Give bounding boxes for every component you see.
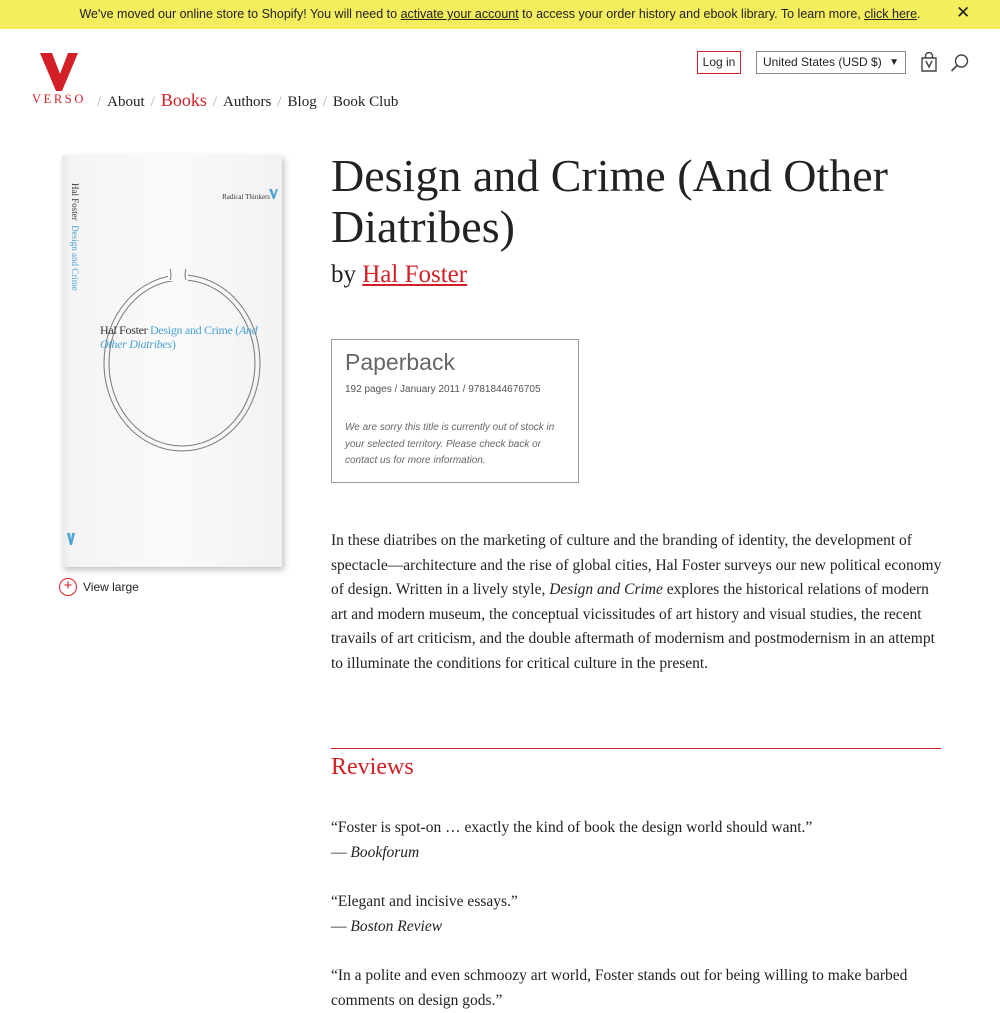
plus-circle-icon[interactable]: + [59,578,77,596]
review-quote: “In a polite and even schmoozy art world, Foster stands out for being willing to make barbed comments on design gods.” [331,967,908,1009]
cover-author: Hal Foster [100,323,148,337]
nav-separator: / [277,94,282,110]
byline [331,261,467,289]
cover-spine-v-icon [67,533,75,545]
verso-logo[interactable] [32,52,88,108]
book-description [331,529,943,676]
chevron-down-icon: ▼ [889,57,899,68]
cover-verso-v-icon [269,189,278,199]
cover-spine-title: Design and Crime [70,225,80,291]
login-button[interactable]: Log in [697,51,741,74]
review-dash: — [331,917,351,935]
cover-title-text [100,323,275,351]
cover-series-label: Radical Thinkers [222,193,270,201]
nav-separator: / [322,94,327,110]
announcement-banner [0,0,1000,29]
banner-text-after: . [917,7,921,21]
review-source: Boston Review [350,917,443,935]
country-value: United States (USD $) [763,55,882,69]
cover-spine-text [70,183,80,291]
review-quote: “Foster is spot-on … exactly the kind of book the design world should want.” [331,819,813,836]
description-part2: explores the historical relations of modern art and modern museum, the conceptual vicissitudes of art history and visual studies, the recent travails of art criticism, and the double aftermath of modernism and postmodernism in an attempt to illuminate the conditions for critical culture in the present. [331,581,935,672]
cart-icon[interactable] [920,52,938,72]
out-of-stock-note: We are sorry this title is currently out of stock in your selected territory. Please check back or contact us for more information. [345,422,555,466]
country-select[interactable] [756,51,906,74]
review-quote: “Elegant and incisive essays.” [331,893,518,910]
format-box [331,339,579,483]
nav-blog[interactable]: Blog [287,94,317,110]
review-dash: — [331,843,351,861]
review-item [331,964,943,1013]
click-here-link[interactable]: click here [864,7,918,21]
description-italic-title: Design and Crime [549,581,663,598]
byline-prefix: by [331,261,356,288]
cover-spine-author: Hal Foster [70,183,80,221]
book-cover-image[interactable] [62,155,282,567]
banner-message [0,7,1000,21]
review-item [331,816,943,865]
nav-about[interactable]: About [107,94,145,110]
nav-books[interactable]: Books [160,90,207,110]
cover-circle-artwork [102,263,262,453]
format-name: Paperback [345,349,455,375]
main-nav [91,90,398,111]
cover-title-main: Design and Crime ( [150,323,239,337]
reviews-heading: Reviews [331,754,414,780]
nav-authors[interactable]: Authors [223,94,272,110]
nav-separator: / [150,94,155,110]
author-link[interactable]: Hal Foster [362,261,468,288]
nav-separator: / [97,94,102,110]
search-icon[interactable] [950,53,970,73]
activate-account-link[interactable]: activate your account [400,7,519,21]
banner-text-middle: to access your order history and ebook library. To learn more, [518,7,865,21]
close-icon[interactable]: ✕ [956,3,971,23]
view-large-label[interactable]: View large [83,580,139,594]
review-item [331,890,943,939]
cover-title-italic: And Other Diatribes [100,323,258,351]
close-banner-button[interactable] [956,5,970,21]
cover-title-end: ) [171,337,176,351]
nav-separator: / [212,94,218,110]
review-source: Bookforum [350,843,420,861]
book-title: Design and Crime (And Other Diatribes) [331,150,888,252]
nav-book-club[interactable]: Book Club [332,94,399,110]
format-details: 192 pages / January 2011 / 9781844676705 [345,384,541,395]
reviews-divider [331,748,941,749]
verso-wordmark: VERSO [32,92,86,106]
banner-text-before: We've moved our online store to Shopify! You will need to [79,7,401,21]
verso-v-icon [32,52,88,92]
description-part1: In these diatribes on the marketing of culture and the branding of identity, the development of spectacle—architecture and the rise of global cities, Hal Foster surveys our new political economy of design. Written in a lively style, [331,532,942,598]
